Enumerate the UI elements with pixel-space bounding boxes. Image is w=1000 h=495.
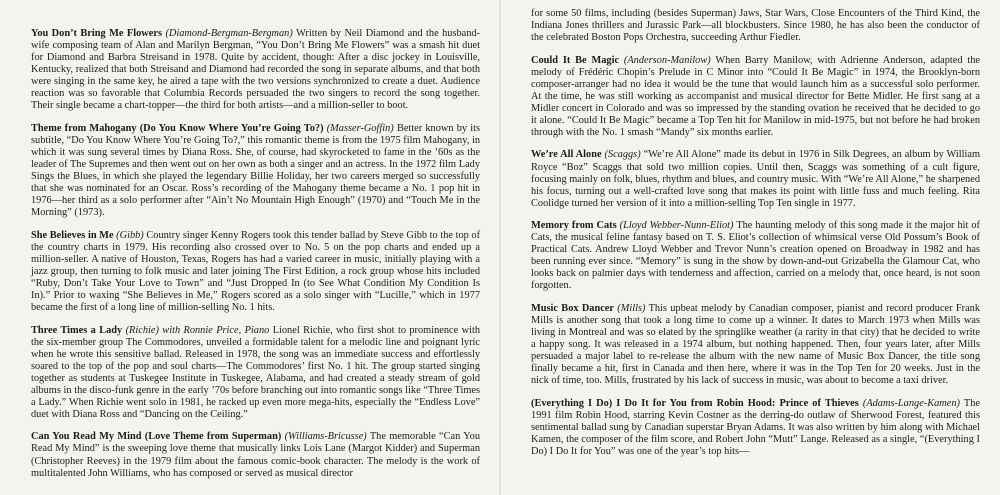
song-credit: (Adams-Lange-Kamen): [862, 397, 960, 409]
song-credit: (Richie) with Ronnie Price, Piano: [125, 324, 270, 336]
entry-body: The 1991 film Robin Hood, starring Kevin Costner as the derring-do outlaw of Sherwood Forest, featured this sentimental ballad sung by Canadian superstar Bryan Adams. It was also written by him along with Michael Kamen, the composer of the film score, and Robert John “Mutt” Lange. Released as a single, “(Everything I Do) I Do It for You” was one of the year’s top hits—: [531, 397, 981, 457]
song-credit: (Masser-Goffin): [326, 122, 394, 134]
song-title: Theme from Mahogany (Do You Know Where You’re Going To?): [31, 122, 324, 134]
liner-note-entry: [531, 220, 980, 292]
song-credit: (Lloyd Webber-Nunn-Eliot): [619, 220, 734, 232]
entry-body: Lionel Richie, who first shot to prominence with the six-member group The Commodores, unveiled a formidable talent for a melodic line and poignant lyric when he wrote this sensitive ballad. Released in 1978, the song was an immediate success and effortlessly soared to the top of the pop and soul charts—The Commodores’ first No. 1 hit. The group started singing together as students at Tuskegee Institute in Tuskegee, Alabama, and had created a steady stream of gold albums in the disco-funk genre in the early ’70s before branching out into romantic songs like “Three Times a Lady.” When Richie went solo in 1981, he racked up even more mega-hits, especially the “Endless Love” duet with Diana Ross and “Dancing on the Ceiling.”: [31, 324, 480, 420]
liner-note-entry: [531, 55, 980, 139]
entry-body: Better known by its subtitle, “Do You Know Where You’re Going To?,” this romantic theme is from the 1975 film Mahogany, in which it was sung several times by Diana Ross. She, of course, had skyrocketed to fame in the ’60s as the leader of The Supremes and then went out on her own as both a singer and an actress. In the 1972 film Lady Sings the Blues, in which she played the legendary Billie Holiday, her two careers merged so successfully that she was nominated for an Oscar. Ross’s recording of the Mahogany theme became a No. 1 pop hit in 1976—her third as a solo performer after “Ain’t No Mountain High Enough” (1970) and “Touch Me in the Morning” (1973).: [31, 122, 481, 219]
song-credit: (Diamond-Bergman-Bergman): [165, 28, 293, 39]
liner-note-entry: [31, 431, 480, 479]
liner-note-entry: [531, 398, 980, 458]
song-title: She Believes in Me: [31, 229, 114, 241]
entry-body: Written by Neil Diamond and the husband-wife composing team of Alan and Marilyn Bergman, “You Don’t Bring Me Flowers” was a smash hit duet for Diamond and Barbra Streisand in 1978. Quite by accident, though: After a disc jockey in Louisville, Kentucky, realized that both Streisand and Diamond had recorded the song in separate albums, and that both were singing in the same key, he aired a tape with the two versions synchronized to create a duet. Audience reaction was so favorable that Columbia Records persuaded the two singers to record the song together. Their single became a chart-topper—the third for both artists—and a million-seller to boot.: [31, 28, 481, 112]
song-title: Memory from Cats: [531, 220, 617, 232]
song-credit: (Williams-Bricusse): [284, 431, 367, 443]
liner-note-entry: [31, 28, 480, 112]
liner-note-entry: [531, 149, 980, 209]
liner-note-entry: [531, 303, 980, 387]
song-title: You Don’t Bring Me Flowers: [31, 28, 162, 39]
entry-body: Country singer Kenny Rogers took this tender ballad by Steve Gibb to the top of the country charts in 1979. His recording also crossed over to No. 5 on the pop charts and ended up a million-seller. A native of Houston, Texas, Rogers has had a varied career in music, initially playing with a jazz group, then turning to folk music and later joining The First Edition, a rock group whose hits included “Ruby, Don’t Take Your Love to Town” and “Just Dropped In (to See What Condition My Condition Is In).” Prior to waxing “She Believes in Me,” Rogers scored as a solo singer with “Lucille,” which in 1977 became the first of a long line of million-selling No. 1 hits.: [31, 229, 481, 313]
entry-body: This upbeat melody by Canadian composer, pianist and record producer Frank Mills is another song that took a long time to come up a winner. It dates to March 1973 when Mills was living in Montreal and was so elated by the springlike weather (a rarity in that city) that he decided to write a happy song. It was released in a 1974 album, but nothing happened. Then, four years later, after Mills persuaded a major label to re-release the album with the new name of Music Box Dancer, the title song finally became a hit, first in Canada and then here, where it was in the Top Ten for 20 weeks. Just in the nick of time, too. Mills, frustrated by his lack of success in music, was about to become a taxi driver.: [531, 302, 981, 387]
entry-body: “We’re All Alone” made its debut in 1976 in Silk Degrees, an album by William Royce “Boz” Scaggs that sold two million copies. Until then, Scaggs was something of a cult figure, focusing mainly on folk, blues, rhythm and blues, and country music. With “We’re All Alone,” he sharpened his focus, turning out a well-crafted love song that makes its point with little fuss and much feeling. Rita Coolidge turned her version of it into a million-selling Top Ten single in 1977.: [531, 149, 980, 209]
right-page: [500, 0, 1000, 495]
continued-text: for some 50 films, including (besides Superman) Jaws, Star Wars, Close Encounters of the Third Kind, the Indiana Jones thrillers and Jurassic Park—all blockbusters. Since 1980, he has also been the conductor of the celebrated Boston Pops Orchestra, succeeding Arthur Fiedler.: [531, 8, 980, 44]
song-title: Three Times a Lady: [31, 324, 123, 336]
entry-body: When Barry Manilow, with Adrienne Anderson, adapted the melody of Frédéric Chopin’s Prelude in C Minor into “Could It Be Magic” in 1974, the Brooklyn-born composer-arranger had no idea it would be the tune that would launch him as a successful solo performer. At the time, he was still working as accompanist and musical director for Bette Midler. He first sang at a Midler concert in Colorado and was so impressed by the standing ovation he received that he decided to go it alone. “Could It Be Magic” became a Top Ten hit for Manilow in mid-1975, but not before he had broken through with the No. 1 smash “Mandy” six months earlier.: [531, 54, 981, 138]
liner-note-entry: [31, 123, 480, 219]
song-credit: (Mills): [617, 302, 646, 314]
song-title: Can You Read My Mind (Love Theme from Superman): [31, 431, 282, 443]
entry-body: The haunting melody of this song made it the major hit of Cats, the musical feline fantasy based on T. S. Eliot’s collection of whimsical verse Old Possum’s Book of Practical Cats. Andrew Lloyd Webber and Trevor Nunn’s creation opened on Broadway in 1982 and has been running ever since. “Memory” is sung in the show by down-and-out Grizabella the Glamour Cat, who looks back on palmier days with tenderness and affection, carried on a melody that, once heard, is not soon forgotten.: [531, 220, 981, 292]
entry-body: The memorable “Can You Read My Mind” is the sweeping love theme that musically links Lois Lane (Margot Kidder) and Superman (Christopher Reeves) in the 1979 film about the famous comic-book character. The melody is the work of multitalented John Williams, who has composed or served as musical director: [31, 431, 480, 479]
liner-note-entry: [31, 230, 480, 314]
song-credit: (Gibb): [116, 229, 144, 241]
song-credit: (Anderson-Manilow): [623, 54, 711, 66]
song-title: Music Box Dancer: [531, 302, 614, 314]
song-credit: (Scaggs): [604, 149, 641, 161]
song-title: Could It Be Magic: [531, 54, 620, 66]
song-title: (Everything I Do) I Do It for You from Robin Hood: Prince of Thieves: [531, 397, 859, 409]
liner-note-entry: [31, 325, 480, 421]
song-title: We’re All Alone: [531, 149, 602, 161]
